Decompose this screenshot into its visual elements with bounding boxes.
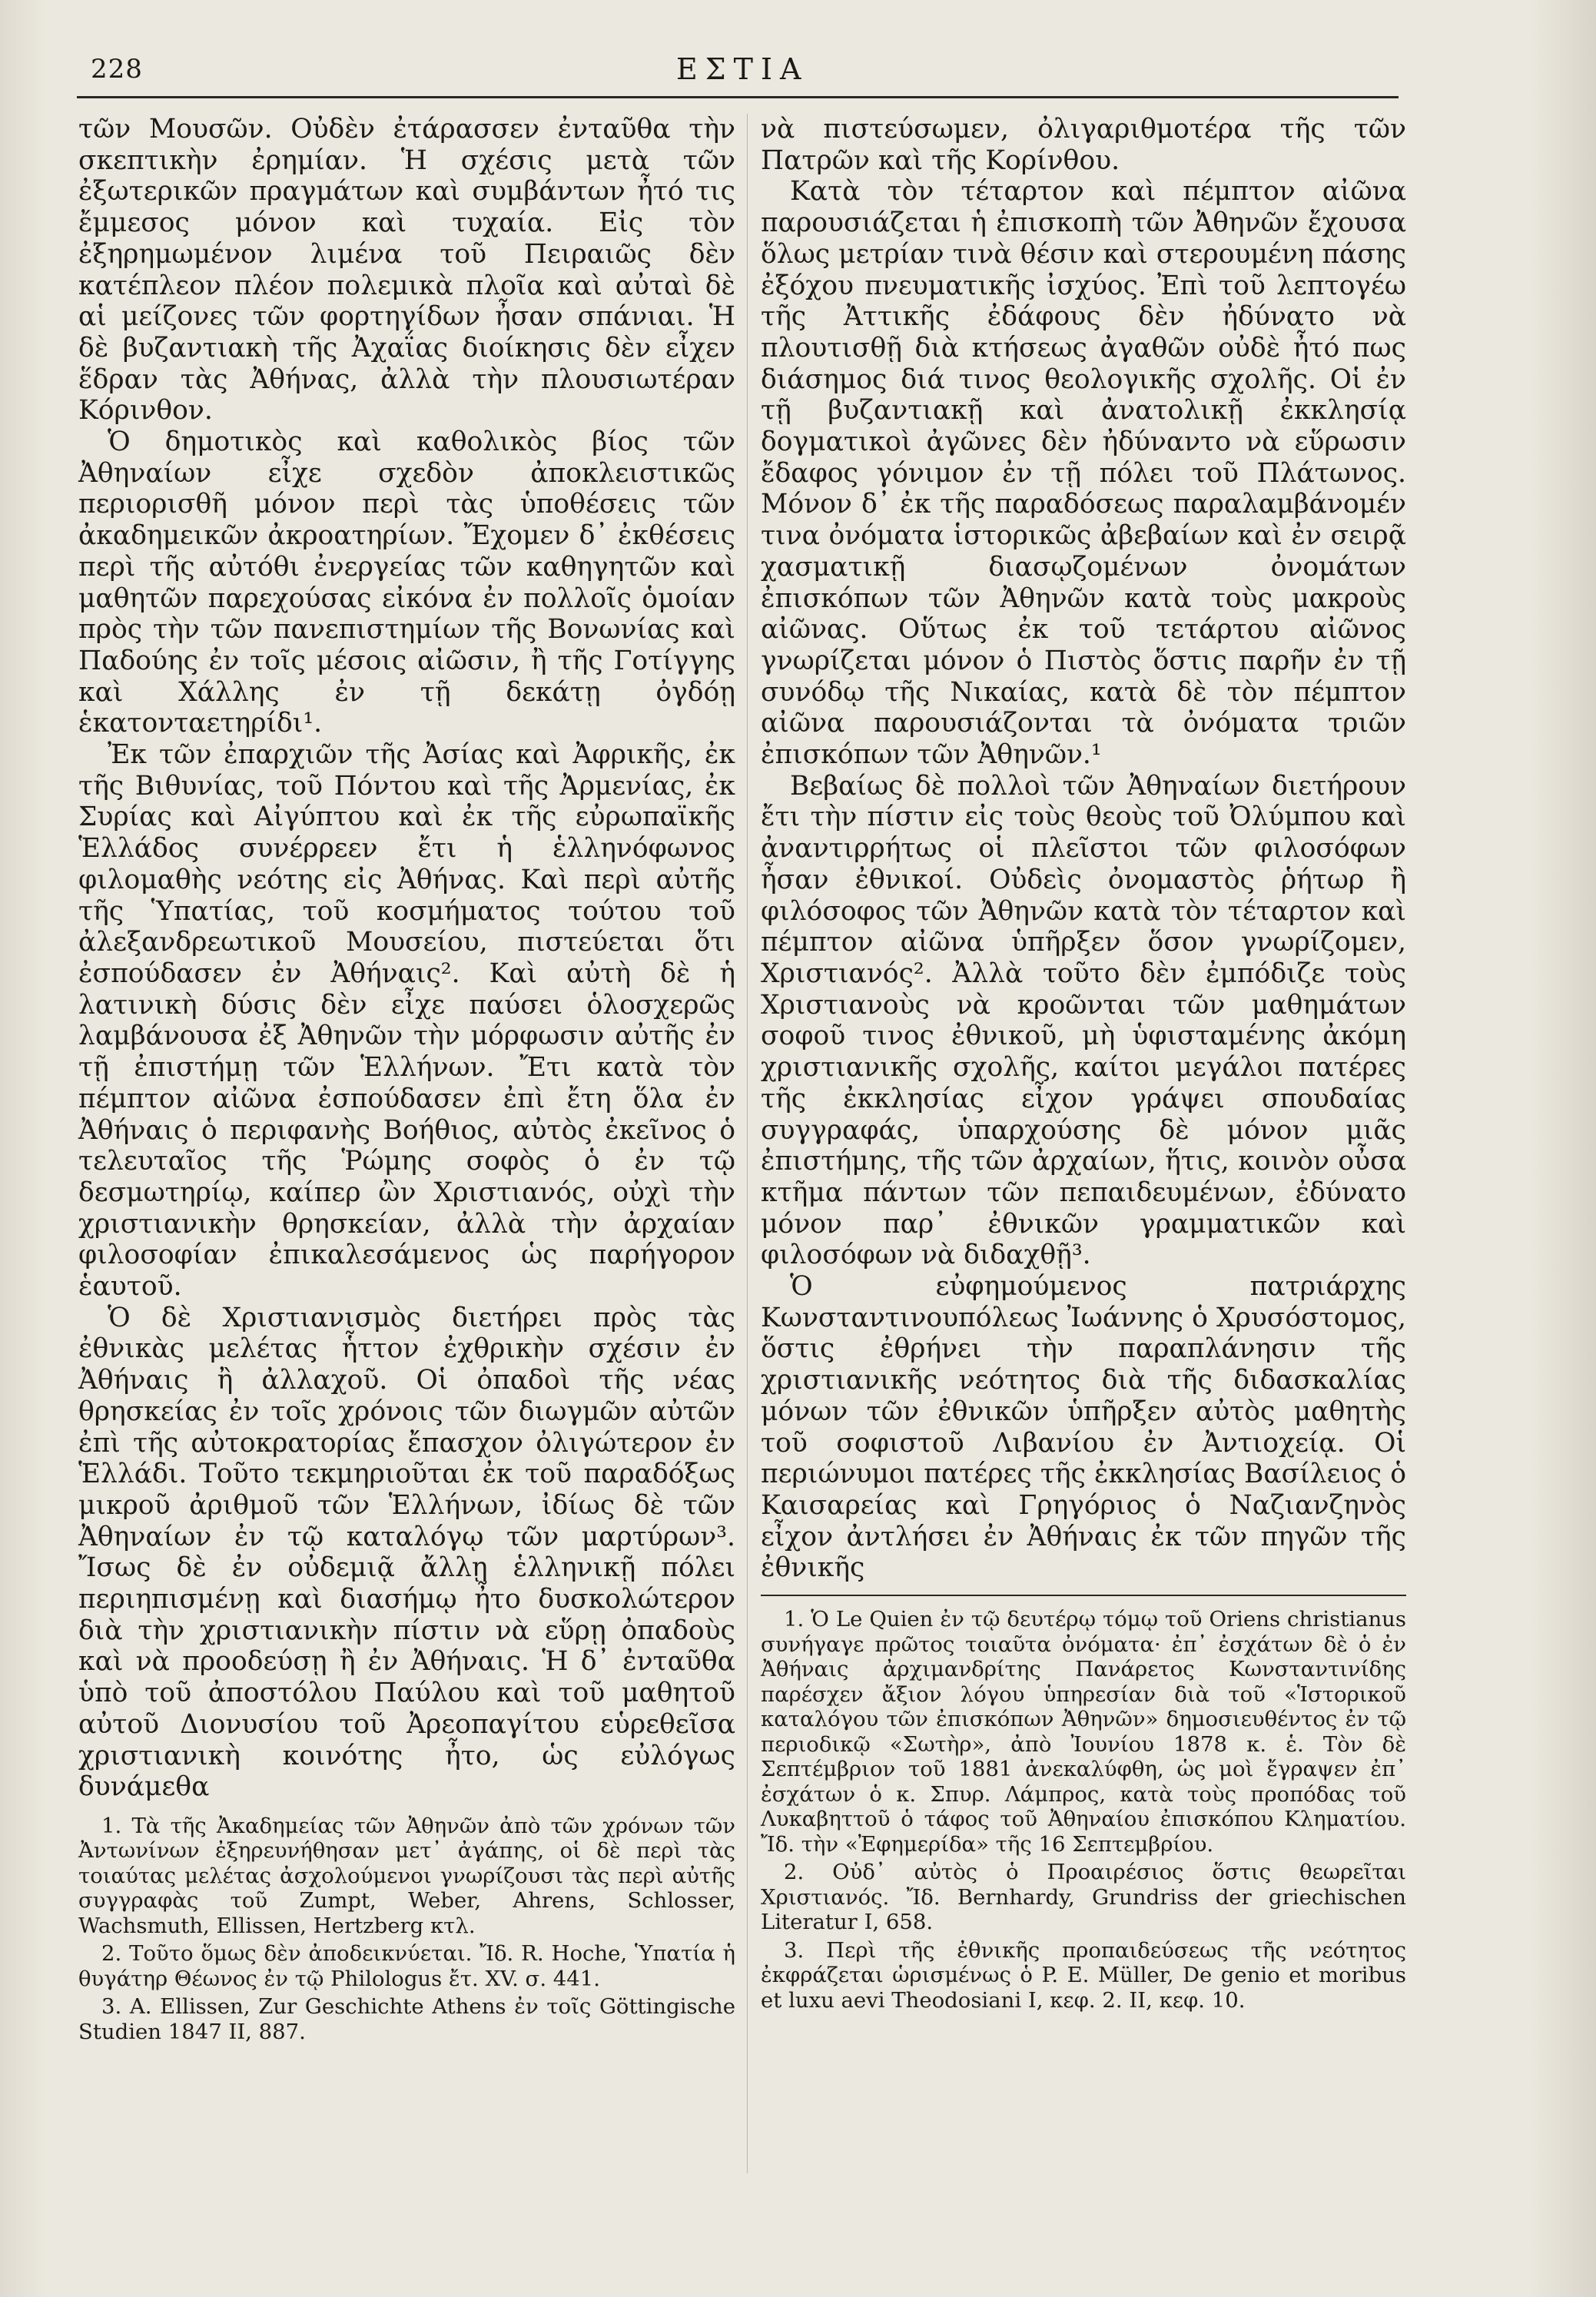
footnote: 2. Τοῦτο ὅμως δὲν ἀποδεικνύεται. Ἴδ. R. Hoche, Ὑπατία ἡ θυγάτηρ Θέωνος ἐν τῷ Philologus ἔτ. XV. σ. 441. — [78, 1941, 735, 1991]
body-paragraph: Κατὰ τὸν τέταρτον καὶ πέμπτον αἰῶνα παρουσιάζεται ἡ ἐπισκοπὴ τῶν Ἀθηνῶν ἔχουσα ὅλως μετρίαν τινὰ θέσιν καὶ στερουμένη πάσης ἐξόχου πνευματικῆς ἰσχύος. Ἐπὶ τοῦ λεπτογέω τῆς Ἀττικῆς ἐδάφους δὲν ἠδύνατο νὰ πλουτισθῇ διὰ κτήσεως ἀγαθῶν οὐδὲ ἦτό πως διάσημος διά τινος θεολογικῆς σχολῆς. Οἱ ἐν τῇ βυζαντιακῇ καὶ ἀνατολικῇ ἐκκλησίᾳ δογματικοὶ ἀγῶνες δὲν ἠδύναντο νὰ εὕρωσιν ἔδαφος γόνιμον ἐν τῇ πόλει τοῦ Πλάτωνος. Μόνον δ᾽ ἐκ τῆς παραδόσεως παραλαμβάνομέν τινα ὀνόματα ἱστορικῶς ἀβεβαίων καὶ ἐν σειρᾷ χασματικῇ διασῳζομένων ὀνομάτων ἐπισκόπων τῶν Ἀθηνῶν κατὰ τοὺς μακροὺς αἰῶνας. Οὕτως ἐκ τοῦ τετάρτου αἰῶνος γνωρίζεται μόνον ὁ Πιστὸς ὅστις παρῆν ἐν τῇ συνόδῳ τῆς Νικαίας, κατὰ δὲ τὸν πέμπτον αἰῶνα παρουσιάζονται τὰ ὀνόματα τριῶν ἐπισκόπων τῶν Ἀθηνῶν.¹ — [761, 176, 1406, 771]
footnotes — [761, 1607, 1406, 2013]
body-paragraph: Ὁ δημοτικὸς καὶ καθολικὸς βίος τῶν Ἀθηναίων εἶχε σχεδὸν ἀποκλειστικῶς περιορισθῆ μόνον περὶ τὰς ὑποθέσεις τῶν ἀκαδημεικῶν ἀκροατηρίων. Ἔχομεν δ᾽ ἐκθέσεις περὶ τῆς αὐτόθι ἐνεργείας τῶν καθηγητῶν καὶ μαθητῶν παρεχούσας εἰκόνα ἐν πολλοῖς ὁμοίαν πρὸς τὴν τῶν πανεπιστημίων τῆς Βονωνίας καὶ Παδούης ἐν τοῖς μέσοις αἰῶσιν, ἢ τῆς Γοτίγγης καὶ Χάλλης ἐν τῇ δεκάτῃ ὀγδόῃ ἑκατονταετηρίδι¹. — [78, 427, 735, 739]
body-paragraph: Βεβαίως δὲ πολλοὶ τῶν Ἀθηναίων διετήρουν ἔτι τὴν πίστιν εἰς τοὺς θεοὺς τοῦ Ὀλύμπου καὶ ἀναντιρρήτως οἱ πλεῖστοι τῶν φιλοσόφων ἦσαν ἐθνικοί. Οὐδεὶς ὀνομαστὸς ῥήτωρ ἢ φιλόσοφος τῶν Ἀθηνῶν κατὰ τὸν τέταρτον καὶ πέμπτον αἰῶνα ὑπῆρξεν ὅσον γνωρίζομεν, Χριστιανός². Ἀλλὰ τοῦτο δὲν ἐμπόδιζε τοὺς Χριστιανοὺς νὰ κροῶνται τῶν μαθημάτων σοφοῦ τινος ἐθνικοῦ, μὴ ὑφισταμένης ἀκόμη χριστιανικῆς σχολῆς, καίτοι μεγάλοι πατέρες τῆς ἐκκλησίας εἶχον γράψει σπουδαίας συγγραφάς, ὑπαρχούσης δὲ μόνον μιᾶς ἐπιστήμης, τῆς τῶν ἀρχαίων, ἥτις, κοινὸν οὖσα κτῆμα πάντων τῶν πεπαιδευμένων, ἐδύνατο μόνον παρ᾽ ἐθνικῶν γραμματικῶν καὶ φιλοσόφων νὰ διδαχθῇ³. — [761, 770, 1406, 1271]
body-paragraph: τῶν Μουσῶν. Οὐδὲν ἐτάρασσεν ἐνταῦθα τὴν σκεπτικὴν ἐρημίαν. Ἡ σχέσις μετὰ τῶν ἐξωτερικῶν πραγμάτων καὶ συμβάντων ἦτό τις ἔμμεσος μόνον καὶ τυχαία. Εἰς τὸν ἐξηρημωμένον λιμένα τοῦ Πειραιῶς δὲν κατέπλεον πλέον πολεμικὰ πλοῖα καὶ αὐταὶ δὲ αἱ μείζονες τῶν φορτηγίδων ἦσαν σπάνιαι. Ἡ δὲ βυζαντιακὴ τῆς Ἀχαΐας διοίκησις δὲν εἶχεν ἕδραν τὰς Ἀθήνας, ἀλλὰ τὴν πλουσιωτέραν Κόρινθον. — [78, 114, 735, 427]
running-title: ΕΣΤΙΑ — [676, 52, 809, 86]
body-paragraph: νὰ πιστεύσωμεν, ὀλιγαριθμοτέρα τῆς τῶν Πατρῶν καὶ τῆς Κορίνθου. — [761, 114, 1406, 176]
footnote: 3. Περὶ τῆς ἐθνικῆς προπαιδεύσεως τῆς νεότητος ἐκφράζεται ὡρισμένως ὁ P. E. Müller, De genio et moribus et luxu aevi Theodosiani I, κεφ. 2. II, κεφ. 10. — [761, 1937, 1406, 2013]
footnote: 1. Ὁ Le Quien ἐν τῷ δευτέρῳ τόμῳ τοῦ Oriens christianus συνήγαγε πρῶτος τοιαῦτα ὀνόματα· ἐπ᾽ ἐσχάτων δὲ ὁ ἐν Ἀθήναις ἀρχιμανδρίτης Πανάρετος Κωνσταντινίδης παρέσχεν ἄξιον λόγου ὑπηρεσίαν διὰ τοῦ «Ἱστορικοῦ καταλόγου τῶν ἐπισκόπων Ἀθηνῶν» δημοσιευθέντος ἐν τῷ περιοδικῷ «Σωτὴρ», ἀπὸ Ἰουνίου 1878 κ. ἑ. Τὸν δὲ Σεπτέμβριον τοῦ 1881 ἀνεκαλύφθη, ὡς μοὶ ἔγραψεν ἐπ᾽ ἐσχάτων ὁ κ. Σπυρ. Λάμπρος, κατὰ τοὺς προπόδας τοῦ Λυκαβηττοῦ ὁ τάφος τοῦ Ἀθηναίου ἐπισκόπου Κληματίου. Ἴδ. τὴν «Ἐφημερίδα» τῆς 16 Σεπτεμβρίου. — [761, 1607, 1406, 1857]
footnote: 2. Οὐδ᾽ αὐτὸς ὁ Προαιρέσιος ὅστις θεωρεῖται Χριστιανός. Ἴδ. Bernhardy, Grundriss der griechischen Literatur I, 658. — [761, 1860, 1406, 1935]
footnote: 3. A. Ellissen, Zur Geschichte Athens ἐν τοῖς Göttingische Studien 1847 II, 887. — [78, 1994, 735, 2044]
left-column — [78, 114, 735, 2047]
footnote-rule — [761, 1595, 1406, 1596]
column-divider — [747, 114, 748, 2173]
body-paragraph: Ἐκ τῶν ἐπαρχιῶν τῆς Ἀσίας καὶ Ἀφρικῆς, ἐκ τῆς Βιθυνίας, τοῦ Πόντου καὶ τῆς Ἀρμενίας, ἐκ Συρίας καὶ Αἰγύπτου καὶ ἐκ τῆς εὐρωπαϊκῆς Ἑλλάδος συνέρρεεν ἔτι ἡ ἑλληνόφωνος φιλομαθὴς νεότης εἰς Ἀθήνας. Καὶ περὶ αὐτῆς τῆς Ὑπατίας, τοῦ κοσμήματος τούτου τοῦ ἀλεξανδρεωτικοῦ Μουσείου, πιστεύεται ὅτι ἐσπούδασεν ἐν Ἀθήναις². Καὶ αὐτὴ δὲ ἡ λατινικὴ δύσις δὲν εἶχε παύσει ὁλοσχερῶς λαμβάνουσα ἐξ Ἀθηνῶν τὴν μόρφωσιν αὐτῆς ἐν τῇ ἐπιστήμῃ τῶν Ἑλλήνων. Ἔτι κατὰ τὸν πέμπτον αἰῶνα ἐσπούδασεν ἐπὶ ἔτη ὅλα ἐν Ἀθήναις ὁ περιφανὴς Βοήθιος, αὐτὸς ἐκεῖνος ὁ τελευταῖος τῆς Ῥώμης σοφὸς ὁ ἐν τῷ δεσμωτηρίῳ, καίπερ ὢν Χριστιανός, οὐχὶ τὴν χριστιανικὴν θρησκείαν, ἀλλὰ τὴν ἀρχαίαν φιλοσοφίαν ἐπικαλεσάμενος ὡς παρήγορον ἑαυτοῦ. — [78, 739, 735, 1303]
body-paragraph: Ὁ εὐφημούμενος πατριάρχης Κωνσταντινουπόλεως Ἰωάννης ὁ Χρυσόστομος, ὅστις ἐθρήνει τὴν παραπλάνησιν τῆς χριστιανικῆς νεότητος διὰ τῆς διδασκαλίας μόνων τῶν ἐθνικῶν ὑπῆρξεν αὐτὸς μαθητὴς τοῦ σοφιστοῦ Λιβανίου ἐν Ἀντιοχείᾳ. Οἱ περιώνυμοι πατέρες τῆς ἐκκλησίας Βασίλειος ὁ Καισαρείας καὶ Γρηγόριος ὁ Ναζιανζηνὸς εἶχον ἀντλήσει ἐν Ἀθήναις ἐκ τῶν πηγῶν τῆς ἐθνικῆς — [761, 1271, 1406, 1584]
page-number: 228 — [91, 54, 143, 85]
footnotes — [78, 1814, 735, 2045]
body-paragraph: Ὁ δὲ Χριστιανισμὸς διετήρει πρὸς τὰς ἐθνικὰς μελέτας ἧττον ἐχθρικὴν σχέσιν ἐν Ἀθήναις ἢ ἀλλαχοῦ. Οἱ ὀπαδοὶ τῆς νέας θρησκείας ἐν τοῖς χρόνοις τῶν διωγμῶν αὐτῶν ἐπὶ τῆς αὐτοκρατορίας ἔπασχον ὀλιγώτερον ἐν Ἑλλάδι. Τοῦτο τεκμηριοῦται ἐκ τοῦ παραδόξως μικροῦ ἀριθμοῦ τῶν Ἑλλήνων, ἰδίως δὲ τῶν Ἀθηναίων ἐν τῷ καταλόγῳ τῶν μαρτύρων³. Ἴσως δὲ ἐν οὐδεμιᾷ ἄλλῃ ἑλληνικῇ πόλει περιηπισμένῃ καὶ διασήμῳ ἦτο δυσκολώτερον διὰ τὴν χριστιανικὴν πίστιν νὰ εὕρῃ ὀπαδοὺς καὶ νὰ προοδεύσῃ ἢ ἐν Ἀθήναις. Ἡ δ᾽ ἐνταῦθα ὑπὸ τοῦ ἀποστόλου Παύλου καὶ τοῦ μαθητοῦ αὐτοῦ Διονυσίου τοῦ Ἀρεοπαγίτου εὑρεθεῖσα χριστιανικὴ κοινότης ἦτο, ὡς εὐλόγως δυνάμεθα — [78, 1302, 735, 1803]
footnote: 1. Τὰ τῆς Ἀκαδημείας τῶν Ἀθηνῶν ἀπὸ τῶν χρόνων τῶν Ἀντωνίνων ἐξηρευνήθησαν μετ᾽ ἀγάπης, οἱ δὲ περὶ τὰς τοιαύτας μελέτας ἀσχολούμενοι γνωρίζουσι τὰς περὶ αὐτῆς συγγραφὰς τοῦ Zumpt, Weber, Ahrens, Schlosser, Wachsmuth, Ellissen, Hertzberg κτλ. — [78, 1813, 735, 1938]
header-rule — [77, 96, 1399, 98]
right-column — [761, 114, 1406, 2016]
page-header — [77, 46, 1399, 92]
